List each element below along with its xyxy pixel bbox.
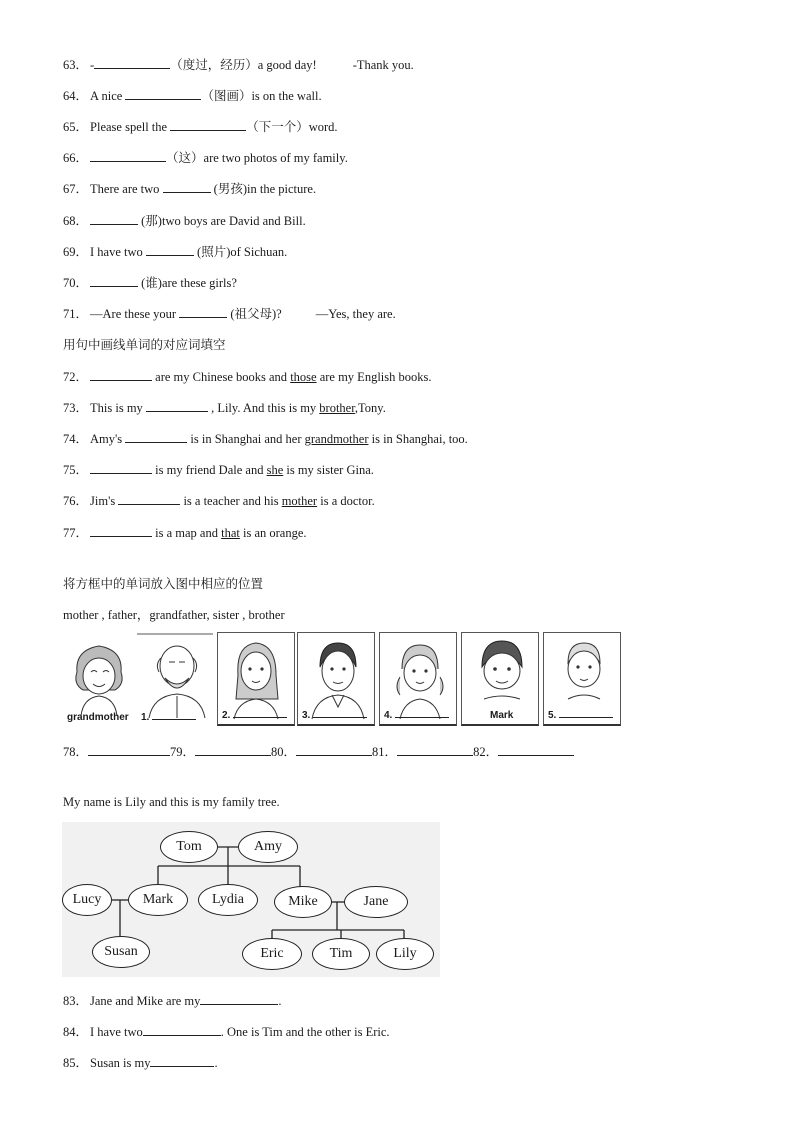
question-77: 77． is a map and that is an orange.	[63, 526, 307, 540]
question-84: 84． I have two . One is Tim and the other is Eric.	[63, 1025, 390, 1039]
answer-blank[interactable]	[90, 368, 152, 381]
answer-blank[interactable]	[170, 118, 246, 131]
question-63: 63． - （度过，经历）a good day! -Thank you.	[63, 58, 414, 72]
family-tree	[62, 822, 442, 977]
question-66: 66． （这）are two photos of my family.	[63, 151, 348, 165]
family-pictures	[63, 632, 623, 728]
question-74: 74． Amy's is in Shanghai and her grandmother is in Shanghai, too.	[63, 432, 468, 446]
answer-blank[interactable]	[88, 743, 170, 756]
question-75: 75． is my friend Dale and she is my sister Gina.	[63, 463, 374, 477]
section-heading: 用句中画线单词的对应词填空	[63, 337, 226, 352]
answer-blank[interactable]	[498, 743, 574, 756]
question-73: 73． This is my , Lily. And this is my brother,Tony.	[63, 401, 386, 415]
tree-node-lucy: Lucy	[62, 884, 112, 916]
question-65: 65． Please spell the （下一个）word.	[63, 120, 338, 134]
picture-5: 5.	[543, 632, 621, 726]
answer-blank[interactable]	[90, 461, 152, 474]
tree-node-tim: Tim	[312, 938, 370, 970]
question-68: 68． (那)two boys are David and Bill.	[63, 214, 306, 228]
answer-blank[interactable]	[195, 743, 271, 756]
question-85: 85． Susan is my .	[63, 1056, 218, 1070]
question-67: 67． There are two (男孩)in the picture.	[63, 182, 317, 196]
picture-mark: Mark	[461, 632, 539, 726]
tree-node-jane: Jane	[344, 886, 408, 918]
answer-blank[interactable]	[233, 708, 287, 718]
tree-node-mark: Mark	[128, 884, 188, 916]
tree-node-susan: Susan	[92, 936, 150, 968]
tree-node-lily: Lily	[376, 938, 434, 970]
answer-blank[interactable]	[179, 305, 227, 318]
section-heading: 将方框中的单词放入图中相应的位置	[63, 576, 264, 591]
answer-blank[interactable]	[143, 1023, 221, 1036]
question-70: 70． (谁)are these girls?	[63, 276, 237, 290]
picture-grandmother: grandmother	[63, 632, 135, 726]
answer-blank[interactable]	[152, 710, 196, 720]
word-box: mother , father，grandfather, sister , brother	[63, 608, 285, 622]
question-64: 64． A nice （图画）is on the wall.	[63, 89, 322, 103]
answer-blank[interactable]	[163, 180, 211, 193]
picture-4: 4.	[379, 632, 457, 726]
picture-2: 2.	[217, 632, 295, 726]
tree-node-amy: Amy	[238, 831, 298, 863]
answer-blank[interactable]	[125, 87, 201, 100]
tree-node-eric: Eric	[242, 938, 302, 970]
question-76: 76． Jim's is a teacher and his mother is a doctor.	[63, 494, 375, 508]
answer-blank[interactable]	[90, 149, 166, 162]
answer-blank[interactable]	[90, 274, 138, 287]
question-71: 71． —Are these your (祖父母)? —Yes, they are.	[63, 307, 396, 321]
answer-blank[interactable]	[94, 56, 170, 69]
answer-blank[interactable]	[395, 708, 449, 718]
answer-blank[interactable]	[150, 1054, 214, 1067]
answer-blank[interactable]	[90, 212, 138, 225]
answer-blank[interactable]	[397, 743, 473, 756]
question-83: 83． Jane and Mike are my .	[63, 994, 282, 1008]
answers-78-82: 78． 79． 80． 81． 82．	[63, 743, 574, 760]
answer-blank[interactable]	[90, 524, 152, 537]
family-intro: My name is Lily and this is my family tree.	[63, 795, 280, 809]
tree-node-tom: Tom	[160, 831, 218, 863]
answer-blank[interactable]	[146, 243, 194, 256]
answer-blank[interactable]	[146, 399, 208, 412]
question-69: 69． I have two (照片)of Sichuan.	[63, 245, 288, 259]
answer-blank[interactable]	[200, 992, 278, 1005]
answer-blank[interactable]	[313, 708, 367, 718]
tree-node-lydia: Lydia	[198, 884, 258, 916]
answer-blank[interactable]	[559, 708, 613, 718]
answer-blank[interactable]	[296, 743, 372, 756]
picture-3: 3.	[297, 632, 375, 726]
picture-1: 1.	[137, 632, 215, 726]
answer-blank[interactable]	[125, 430, 187, 443]
tree-node-mike: Mike	[274, 886, 332, 918]
question-72: 72． are my Chinese books and those are my English books.	[63, 370, 432, 384]
answer-blank[interactable]	[118, 492, 180, 505]
